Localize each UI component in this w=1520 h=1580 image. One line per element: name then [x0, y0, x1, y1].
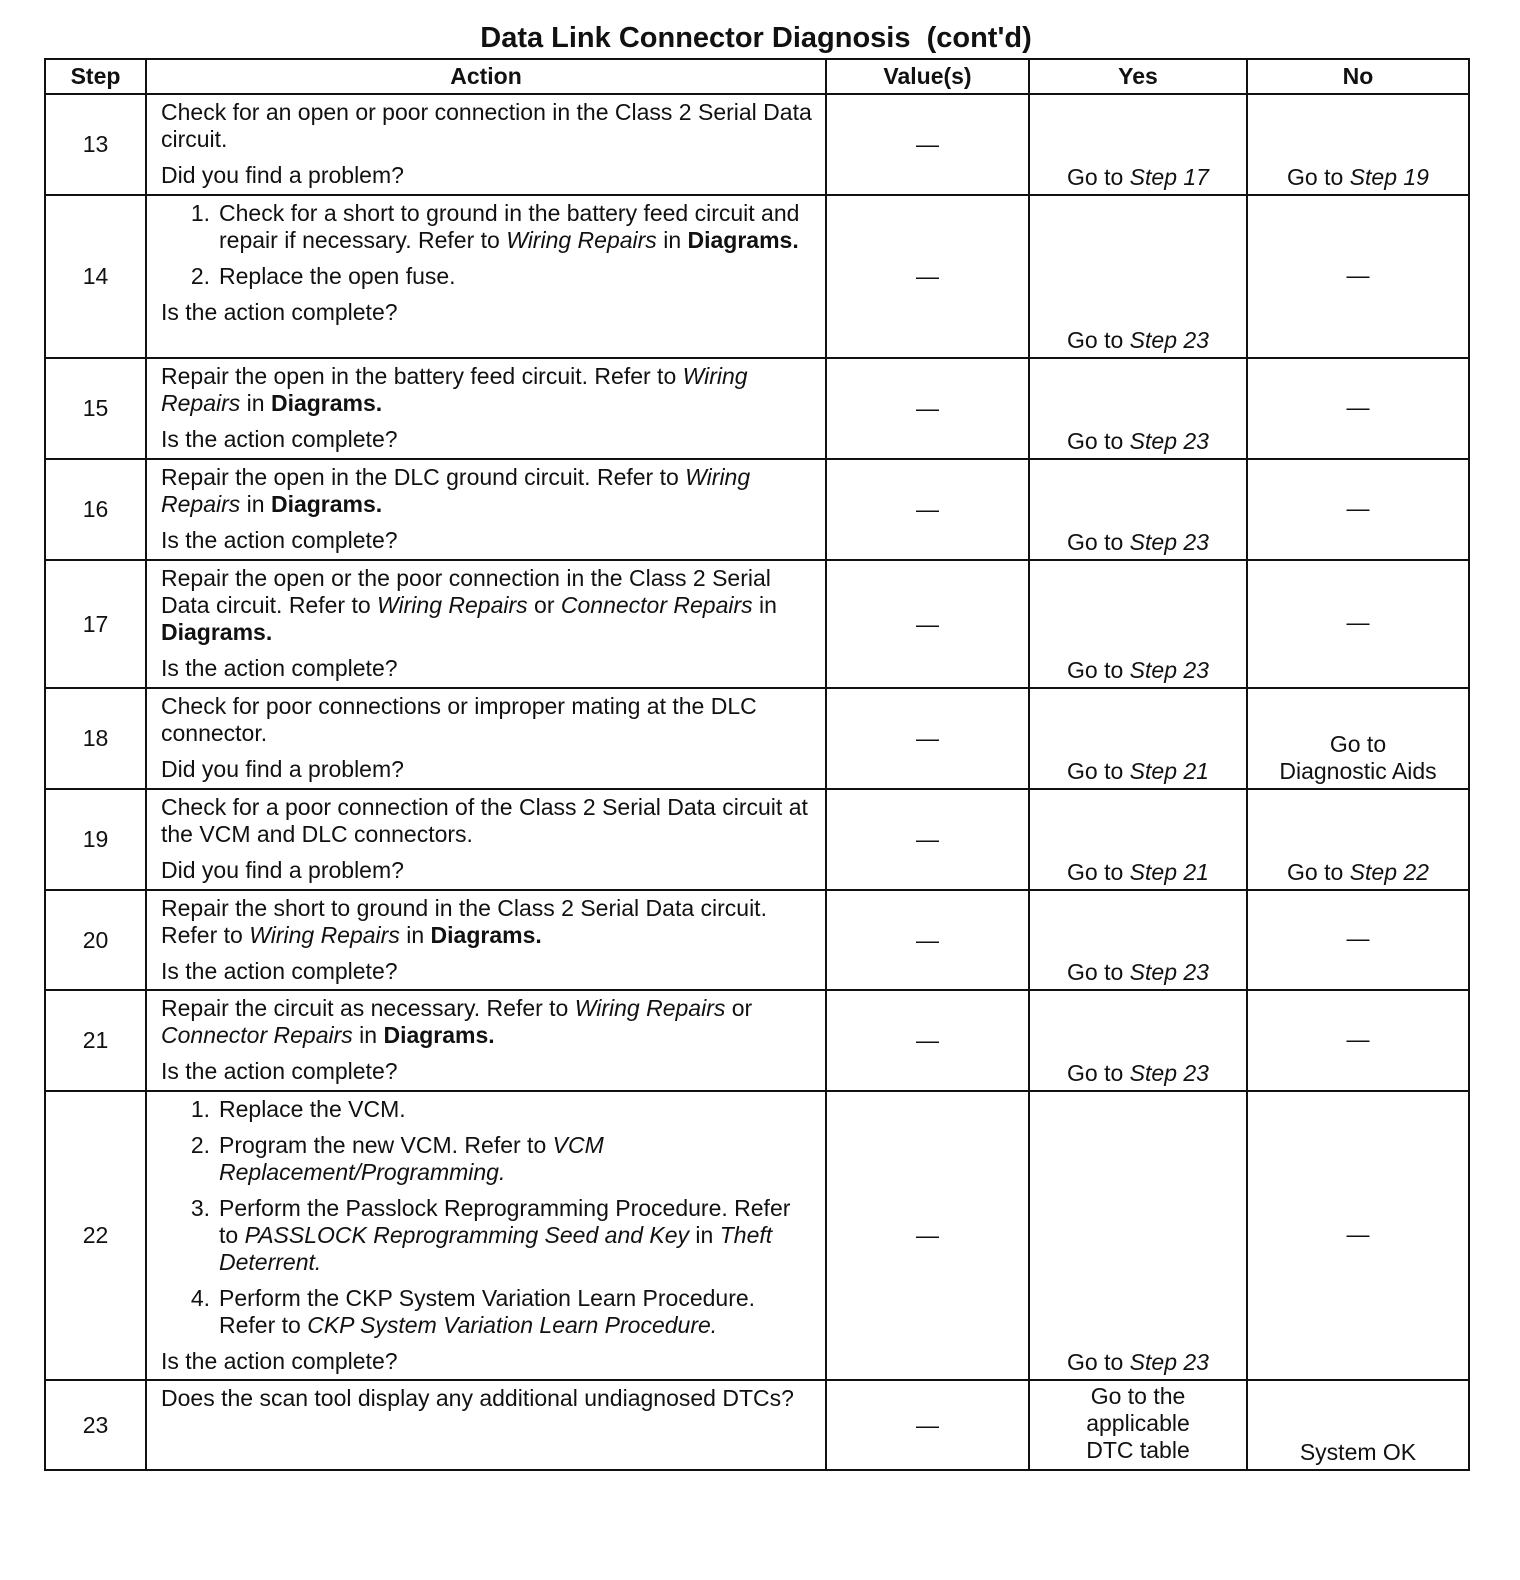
action-question: Did you find a problem? — [161, 162, 404, 188]
value-cell: — — [826, 1380, 1029, 1470]
reference-link[interactable]: PASSLOCK Reprogramming Seed and Key — [244, 1222, 690, 1248]
document-page — [44, 14, 1468, 1471]
action-text — [161, 565, 813, 646]
list-item-text — [219, 200, 813, 254]
table-header-row — [45, 59, 1469, 94]
action-cell — [146, 688, 826, 789]
no-line: Go to — [1329, 731, 1387, 757]
list-item — [161, 1285, 813, 1339]
value-cell: — — [826, 1091, 1029, 1380]
action-text — [161, 363, 813, 417]
yes-cell — [1029, 789, 1247, 890]
reference-link[interactable]: Wiring Repairs — [161, 464, 751, 517]
table-row-step-15 — [45, 358, 1469, 459]
action-cell — [146, 195, 826, 358]
reference-link[interactable]: Wiring Repairs — [249, 922, 400, 948]
no-cell: — — [1247, 195, 1469, 358]
yes-cell — [1029, 195, 1247, 358]
yes-cell — [1029, 990, 1247, 1091]
yes-prefix: Go to — [1067, 758, 1130, 784]
yes-step-link[interactable]: Step 23 — [1129, 529, 1209, 555]
list-item-number: 4. — [190, 1285, 210, 1311]
yes-step-link[interactable]: Step 21 — [1129, 758, 1209, 784]
list-text: in — [656, 227, 688, 253]
action-text-part: or — [527, 592, 561, 618]
step-number: 20 — [45, 890, 146, 990]
table-row-step-22 — [45, 1091, 1469, 1380]
list-item-number: 3. — [190, 1195, 210, 1221]
yes-step-link[interactable]: Step 23 — [1129, 959, 1209, 985]
action-text-part: Repair the open in the battery feed circuit. Refer to — [161, 363, 683, 389]
table-row-step-13 — [45, 94, 1469, 195]
table-row-step-19 — [45, 789, 1469, 890]
yes-step-link[interactable]: Step 23 — [1129, 428, 1209, 454]
yes-step-link[interactable]: Step 17 — [1129, 164, 1209, 190]
table-row-step-16 — [45, 459, 1469, 560]
no-cell: — — [1247, 358, 1469, 459]
action-cell — [146, 1091, 826, 1380]
table-row-step-21 — [45, 990, 1469, 1091]
reference-link[interactable]: CKP System Variation Learn Procedure. — [307, 1312, 718, 1338]
no-cell: — — [1247, 990, 1469, 1091]
reference-link[interactable]: Wiring Repairs — [574, 995, 726, 1021]
yes-cell — [1029, 1091, 1247, 1380]
action-cell — [146, 459, 826, 560]
reference-link[interactable]: Connector Repairs — [161, 1022, 353, 1048]
table-row-step-17 — [45, 560, 1469, 688]
value-cell: — — [826, 560, 1029, 688]
action-text-part: in — [399, 922, 431, 948]
section-reference: Diagrams. — [270, 491, 383, 517]
header-no: No — [1247, 59, 1469, 94]
yes-step-link[interactable]: Step 23 — [1129, 1349, 1209, 1375]
header-values: Value(s) — [826, 59, 1029, 94]
action-question: Is the action complete? — [161, 1348, 398, 1374]
dtc-table-link[interactable]: DTC table — [1086, 1437, 1190, 1463]
action-text-part: or — [725, 995, 753, 1021]
table-row-step-20 — [45, 890, 1469, 990]
action-text: Check for poor connections or improper mating at the DLC connector. — [161, 693, 757, 746]
section-reference: Diagrams. — [383, 1022, 495, 1048]
list-item — [161, 1195, 813, 1276]
diagnostic-aids-link[interactable]: Diagnostic Aids — [1279, 758, 1437, 784]
list-item-text — [219, 1285, 813, 1339]
table-row-step-18 — [45, 688, 1469, 789]
action-cell — [146, 890, 826, 990]
reference-link[interactable]: Wiring Repairs — [161, 363, 748, 416]
action-question: Is the action complete? — [161, 958, 398, 984]
action-text-part: Repair the open or the poor connection in the Class 2 Serial Data circuit. Refer to — [161, 565, 771, 618]
action-question: Is the action complete? — [161, 1058, 398, 1084]
table-row-step-14 — [45, 195, 1469, 358]
step-number: 21 — [45, 990, 146, 1091]
list-item-number: 1. — [190, 1096, 210, 1122]
action-question: Is the action complete? — [161, 527, 398, 553]
action-text-part: Repair the circuit as necessary. Refer to — [161, 995, 575, 1021]
list-item — [161, 263, 813, 290]
section-reference: Diagrams. — [161, 619, 273, 645]
list-text: Program the new VCM. Refer to — [219, 1132, 553, 1158]
value-cell: — — [826, 688, 1029, 789]
action-cell — [146, 990, 826, 1091]
no-prefix: Go to — [1287, 164, 1350, 190]
yes-prefix: Go to — [1067, 959, 1130, 985]
action-cell — [146, 94, 826, 195]
list-text: in — [689, 1222, 720, 1248]
yes-prefix: Go to — [1067, 1349, 1130, 1375]
yes-prefix: Go to — [1067, 428, 1130, 454]
action-text-part: in — [752, 592, 777, 618]
yes-step-link[interactable]: Step 23 — [1129, 657, 1209, 683]
yes-prefix: Go to — [1067, 529, 1130, 555]
action-text — [161, 995, 813, 1049]
value-cell: — — [826, 459, 1029, 560]
list-text: Check for a short to ground in the battery feed circuit and repair if necessary. Refer to — [219, 200, 800, 253]
value-cell: — — [826, 990, 1029, 1091]
header-yes: Yes — [1029, 59, 1247, 94]
yes-step-link[interactable]: Step 21 — [1129, 859, 1209, 885]
yes-prefix: Go to — [1067, 164, 1130, 190]
diagnosis-table — [44, 58, 1470, 1471]
no-cell — [1247, 688, 1469, 789]
action-text: Check for a poor connection of the Class 2 Serial Data circuit at the VCM and DLC connectors. — [161, 794, 808, 847]
action-question: Is the action complete? — [161, 299, 398, 325]
action-cell — [146, 358, 826, 459]
yes-cell — [1029, 688, 1247, 789]
step-number: 19 — [45, 789, 146, 890]
yes-cell — [1029, 358, 1247, 459]
action-cell — [146, 789, 826, 890]
list-item-text: Replace the open fuse. — [219, 263, 456, 289]
yes-cell — [1029, 560, 1247, 688]
yes-prefix: Go to — [1067, 657, 1130, 683]
step-number: 17 — [45, 560, 146, 688]
yes-cell — [1029, 890, 1247, 990]
list-item — [161, 200, 813, 254]
action-list — [161, 1096, 813, 1339]
action-text: Does the scan tool display any additional undiagnosed DTCs? — [161, 1385, 794, 1411]
yes-prefix: Go to — [1067, 327, 1130, 353]
no-step-link[interactable]: Step 22 — [1349, 859, 1429, 885]
list-item-number: 2. — [190, 1132, 210, 1158]
list-item — [161, 1132, 813, 1186]
action-question: Is the action complete? — [161, 655, 398, 681]
step-number: 14 — [45, 195, 146, 358]
step-number: 15 — [45, 358, 146, 459]
table-row-step-23 — [45, 1380, 1469, 1470]
no-cell: — — [1247, 890, 1469, 990]
step-number: 23 — [45, 1380, 146, 1470]
action-text-part: Repair the short to ground in the Class 2 Serial Data circuit. Refer to — [161, 895, 767, 948]
no-cell: — — [1247, 1091, 1469, 1380]
yes-step-link[interactable]: Step 23 — [1129, 327, 1209, 353]
value-cell: — — [826, 890, 1029, 990]
no-prefix: Go to — [1287, 859, 1350, 885]
value-cell: — — [826, 789, 1029, 890]
list-text: Perform the Passlock Reprogramming Procedure. Refer to — [219, 1195, 791, 1248]
no-cell — [1247, 789, 1469, 890]
action-text-part: in — [352, 1022, 384, 1048]
reference-link[interactable]: VCM Replacement/Programming. — [219, 1132, 604, 1185]
yes-cell — [1029, 1380, 1247, 1470]
action-text — [161, 895, 813, 949]
action-cell — [146, 560, 826, 688]
step-number: 18 — [45, 688, 146, 789]
list-item-number: 1. — [190, 200, 210, 226]
action-question: Is the action complete? — [161, 426, 398, 452]
list-item-number: 2. — [190, 263, 210, 289]
action-cell — [146, 1380, 826, 1470]
no-cell — [1247, 94, 1469, 195]
section-reference: Diagrams. — [687, 227, 799, 253]
list-item-text: Replace the VCM. — [219, 1096, 406, 1122]
reference-link[interactable]: Wiring Repairs — [506, 227, 657, 253]
list-item-text — [219, 1132, 813, 1186]
yes-prefix: Go to — [1067, 859, 1130, 885]
list-item-text — [219, 1195, 813, 1276]
action-text: Check for an open or poor connection in the Class 2 Serial Data circuit. — [161, 99, 812, 152]
value-cell: — — [826, 94, 1029, 195]
step-number: 16 — [45, 459, 146, 560]
no-step-link[interactable]: Step 19 — [1349, 164, 1429, 190]
yes-prefix: Go to — [1067, 1060, 1130, 1086]
reference-link[interactable]: Theft Deterrent. — [219, 1222, 773, 1275]
yes-line: Go to the — [1090, 1383, 1186, 1409]
yes-line: applicable — [1086, 1410, 1190, 1436]
header-step: Step — [45, 59, 146, 94]
page-title: Data Link Connector Diagnosis (cont'd) — [480, 22, 1032, 54]
yes-cell — [1029, 94, 1247, 195]
action-text-part: Repair the open in the DLC ground circuit. Refer to — [161, 464, 686, 490]
action-text — [161, 464, 813, 518]
section-reference: Diagrams. — [430, 922, 542, 948]
no-cell: — — [1247, 459, 1469, 560]
action-question: Did you find a problem? — [161, 857, 404, 883]
yes-cell — [1029, 459, 1247, 560]
value-cell: — — [826, 358, 1029, 459]
header-action: Action — [146, 59, 826, 94]
list-text: Perform the CKP System Variation Learn Procedure. Refer to — [219, 1285, 756, 1338]
value-cell: — — [826, 195, 1029, 358]
action-question: Did you find a problem? — [161, 756, 404, 782]
action-list — [161, 200, 813, 290]
list-item — [161, 1096, 813, 1123]
reference-link[interactable]: Wiring Repairs — [377, 592, 528, 618]
no-cell: — — [1247, 560, 1469, 688]
step-number: 22 — [45, 1091, 146, 1380]
section-reference: Diagrams. — [270, 390, 383, 416]
reference-link[interactable]: Connector Repairs — [560, 592, 753, 618]
action-text-part: in — [240, 390, 271, 416]
action-text-part: in — [240, 491, 271, 517]
no-cell: System OK — [1247, 1380, 1469, 1470]
step-number: 13 — [45, 94, 146, 195]
yes-step-link[interactable]: Step 23 — [1129, 1060, 1209, 1086]
